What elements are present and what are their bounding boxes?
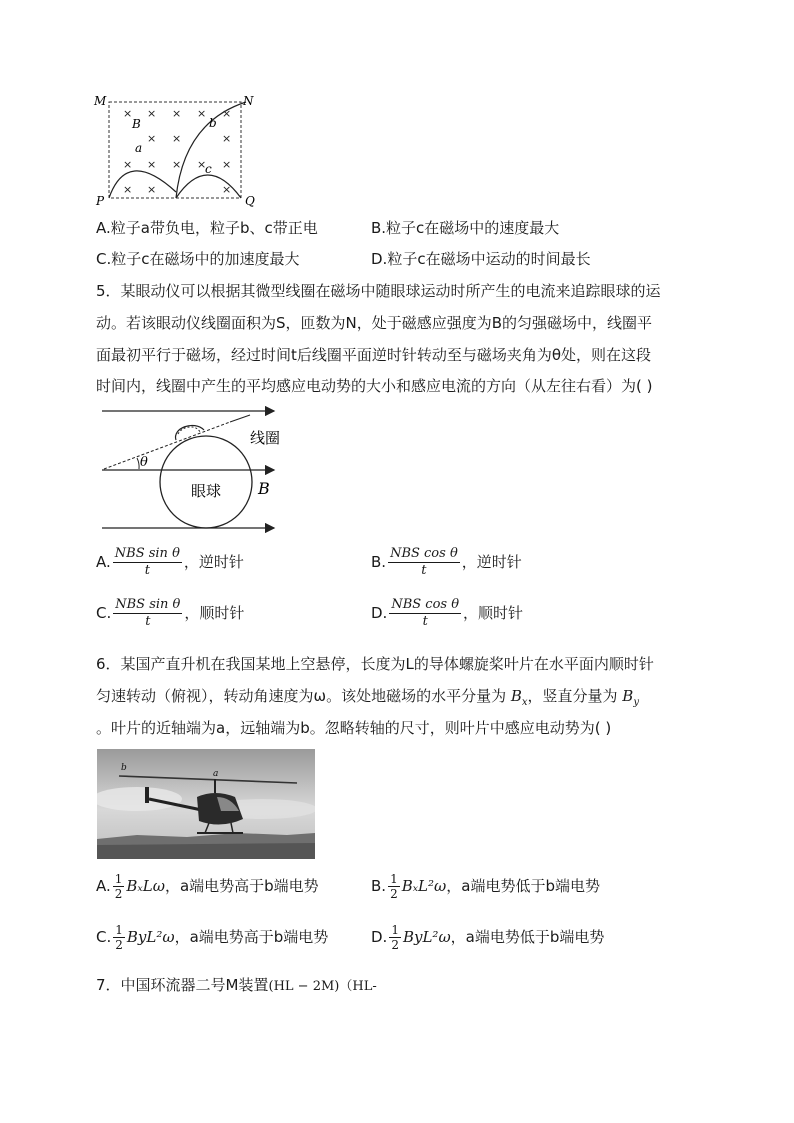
svg-text:×: × [222,132,232,145]
q6-option-c: C. $\frac{1}{2}$ ByL²ω，a端电势高于b端电势 [96,923,329,952]
q7-stem: 7．中国环流器二号M装置(HL − 2M)（HL- [96,976,377,994]
svg-text:×: × [172,107,182,120]
label-a: a [135,141,143,155]
svg-text:×: × [123,183,133,196]
svg-text:×: × [147,158,157,171]
label-theta: θ [140,455,148,470]
q5-stem-line2: 动。若该眼动仪线圈面积为S，匝数为N，处于磁感应强度为B的匀强磁场中，线圈平 [96,314,653,332]
q5-option-a: A. $\frac{\text{NBS sin θ}}{t}$ ，逆时针 [96,546,244,578]
svg-text:×: × [222,183,232,196]
label-b: b [209,116,217,130]
svg-text:×: × [197,158,207,171]
photo-label-a: a [213,769,219,779]
q4-option-c: C.粒子c在磁场中的加速度最大 [96,250,300,268]
q5-option-b: B. $\frac{\text{NBS cos θ}}{t}$ ，逆时针 [371,546,522,578]
q6-stem-line1: 6．某国产直升机在我国某地上空悬停，长度为L的导体螺旋桨叶片在水平面内顺时针 [96,655,654,673]
eye-tracker-figure [100,402,300,536]
label-Q: Q [245,194,255,208]
label-eyeball: 眼球 [191,482,222,500]
label-B: B [132,117,141,131]
svg-text:×: × [172,132,182,145]
svg-text:×: × [147,132,157,145]
helicopter-photo [97,749,315,859]
label-M: M [94,94,107,108]
label-field-B: B [258,479,270,498]
magnetic-field-figure [92,92,264,210]
q6-stem-line2: 匀速转动（俯视），转动角速度为ω。该处地磁场的水平分量为 $B_x$，竖直分量为 $B_y$ [96,687,639,708]
q5-stem-line1: 5．某眼动仪可以根据其微型线圈在磁场中随眼球运动时所产生的电流来追踪眼球的运 [96,282,661,300]
svg-text:×: × [123,107,133,120]
q6-option-d: D. $\frac{1}{2}$ ByL²ω，a端电势低于b端电势 [371,923,605,952]
photo-label-b: b [121,763,127,773]
q5-stem-line3: 面最初平行于磁场，经过时间t后线圈平面逆时针转动至与磁场夹角为θ处，则在这段 [96,346,652,364]
q4-option-a: A.粒子a带负电，粒子b、c带正电 [96,219,318,237]
svg-text:×: × [147,183,157,196]
q4-option-b: B.粒子c在磁场中的速度最大 [371,219,560,237]
svg-text:×: × [172,158,182,171]
q6-stem-line3: 。叶片的近轴端为a，远轴端为b。忽略转轴的尺寸，则叶片中感应电动势为( ) [96,719,612,737]
q5-option-c: C. $\frac{\text{NBS sin θ}}{t}$ ，顺时针 [96,597,245,629]
svg-text:×: × [222,107,232,120]
label-c: c [205,162,212,176]
q4-option-d: D.粒子c在磁场中运动的时间最长 [371,250,591,268]
q5-option-d: D. $\frac{\text{NBS cos θ}}{t}$ ，顺时针 [371,597,524,629]
label-N: N [243,94,254,108]
label-coil: 线圈 [250,429,281,447]
svg-text:×: × [222,158,232,171]
label-P: P [96,194,105,208]
q6-option-a: A. $\frac{1}{2}$ BₓLω，a端电势高于b端电势 [96,872,319,901]
q5-stem-line4: 时间内，线圈中产生的平均感应电动势的大小和感应电流的方向（从左往右看）为( ) [96,377,653,395]
q6-option-b: B. $\frac{1}{2}$ BₓL²ω，a端电势低于b端电势 [371,872,600,901]
svg-text:×: × [197,107,207,120]
svg-text:×: × [123,158,133,171]
svg-text:×: × [147,107,157,120]
